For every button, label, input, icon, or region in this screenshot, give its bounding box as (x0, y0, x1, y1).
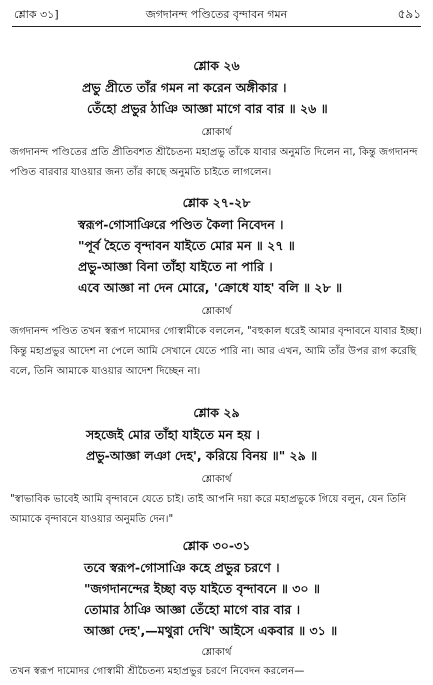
translation-heading: শ্লোকার্থ (201, 306, 232, 317)
verse-line: তেঁহো প্রভুর ঠাঞি আজ্ঞা মাগে বার বার ॥ ২৬ ॥ (87, 101, 328, 116)
verse-line: সহজেই মোর তাঁহা যাইতে মন হয় । (86, 427, 260, 442)
translation-paragraph: "স্বাভাবিক ভাবেই আমি বৃন্দাবনে যেতে চাই। তাই আপনি দয়া করে মহাপ্রভুকে গিয়ে বলুন, যেন তিনি আমাকে বৃন্দাবনে যাওয়ার অনুমতি দেন।" (10, 494, 407, 525)
verse-line: প্রভু-আজ্ঞা লঞা দেহ', করিয়ে বিনয় ॥" ২৯ ॥ (86, 448, 318, 463)
verse-line: আজ্ঞা দেহ',—মথুরা দেখি' আইসে একবার ॥ ৩১ ॥ (84, 623, 338, 638)
verse-line: তবে স্বরূপ-গোসাঞি কহে প্রভুর চরণে । (84, 560, 280, 575)
translation-heading: শ্লোকার্থ (201, 647, 232, 658)
translation-paragraph: জগদানন্দ পণ্ডিতের প্রতি প্রীতিবশত শ্রীচৈতন্য মহাপ্রভু তাঁকে যাবার অনুমতি দিলেন না, কিন্তু জগদানন্দ পণ্ডিত বারবার যাওয়ার জন্য তাঁর কাছে অনুমতি চাইতে লাগলেন। (10, 147, 418, 178)
verse-line: প্রভু প্রীতে তাঁর গমন না করেন অঙ্গীকার । (82, 80, 287, 95)
verse-line: এবে আজ্ঞা না দেন মোরে, 'ক্রোধে যাহ' বলি ॥ ২৮ ॥ (78, 280, 343, 295)
verse-heading: শ্লোক ২৯ (193, 405, 240, 420)
page-number: ৫৯১ (397, 7, 421, 21)
header-rule (12, 26, 421, 27)
translation-paragraph: তখন স্বরূপ দামোদর গোস্বামী শ্রীচৈতন্য মহাপ্রভুর চরণে নিবেদন করলেন— (10, 666, 305, 677)
header-chapter-title: জগদানন্দ পণ্ডিতের বৃন্দাবন গমন (145, 8, 288, 21)
verse-line: প্রভু-আজ্ঞা বিনা তাঁহা যাইতে না পারি । (78, 259, 273, 274)
translation-heading: শ্লোকার্থ (201, 474, 232, 485)
verse-line: তোমার ঠাঞি আজ্ঞা তেঁহো মাগে বার বার । (84, 602, 301, 617)
verse-heading: শ্লোক ২৬ (193, 58, 240, 73)
verse-line: "পূর্ব হৈতে বৃন্দাবন যাইতে মোর মন ॥ ২৭ ॥ (78, 238, 295, 253)
verse-heading: শ্লোক ৩০-৩১ (182, 538, 251, 553)
translation-heading: শ্লোকার্থ (201, 127, 232, 138)
verse-line: "জগদানন্দের ইচ্ছা বড় যাইতে বৃন্দাবনে ॥ ৩০ ॥ (84, 581, 320, 596)
verse-heading: শ্লোক ২৭-২৮ (182, 195, 251, 210)
translation-paragraph: জগদানন্দ পণ্ডিত তখন স্বরূপ দামোদর গোস্বামীকে বললেন, "বহুকাল ধরেই আমার বৃন্দাবনে যাবার ইচ্ছা। কিন্তু মহাপ্রভুর আদেশ না পেলে আমি সেখানে যেতে পারি না। আর এখন, আমি তাঁর উপর রাগ করেছি বলে, তিনি আমাকে যাওয়ার আদেশ দিচ্ছেন না। (10, 326, 422, 377)
verse-line: স্বরূপ-গোসাঞিরে পণ্ডিত কৈলা নিবেদন । (78, 217, 284, 232)
header-verse-reference: শ্লোক ৩১] (14, 8, 59, 21)
